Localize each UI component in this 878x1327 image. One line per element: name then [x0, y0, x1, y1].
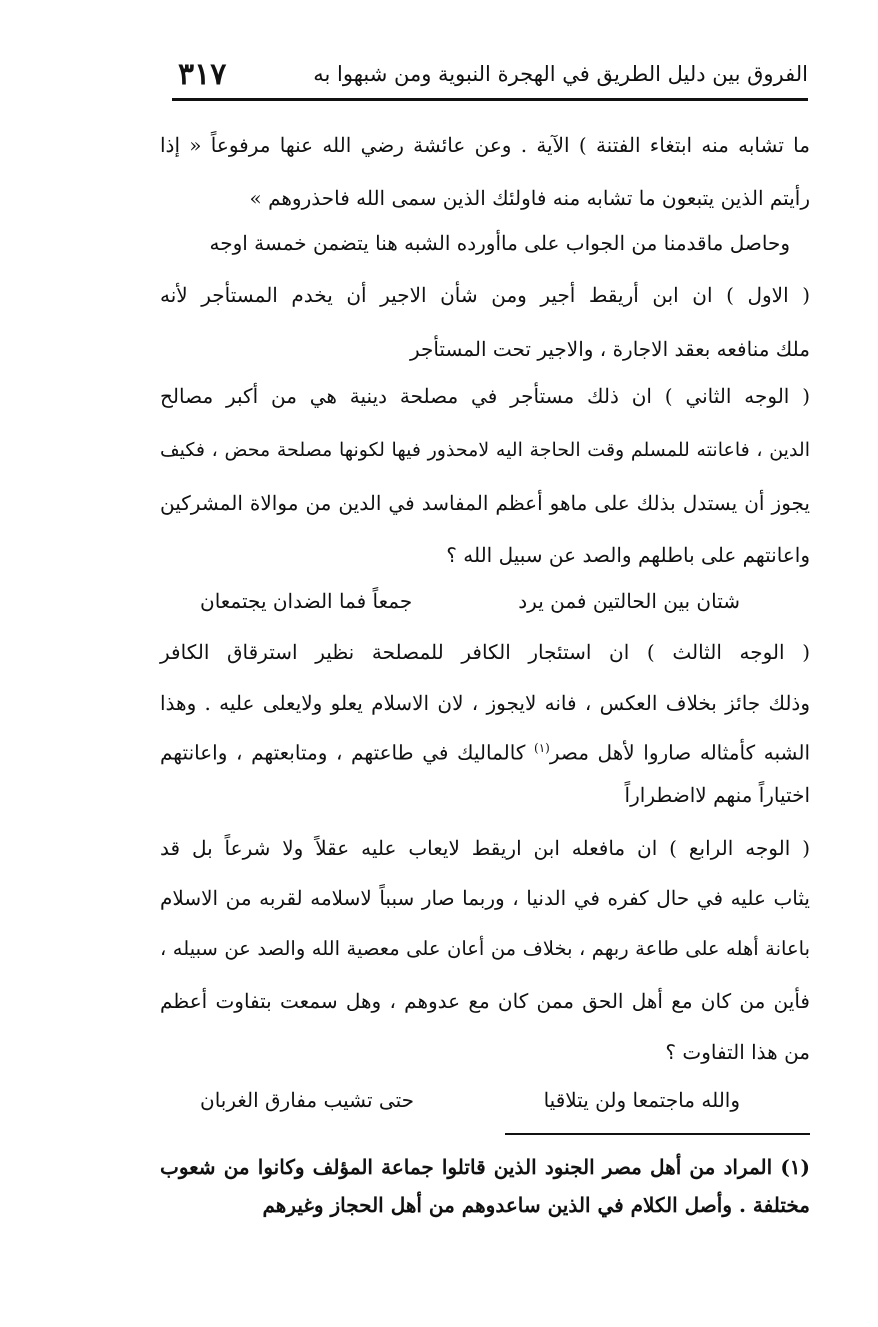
- body-line: ( الاول ) ان ابن أريقط أجير ومن شأن الاجير أن يخدم المستأجر لأنه: [160, 283, 810, 307]
- body-line: يجوز أن يستدل بذلك على ماهو أعظم المفاسد في الدين من موالاة المشركين: [160, 491, 810, 515]
- body-line-part: كالماليك في طاعتهم ، ومتابعتهم ، واعانتهم: [160, 740, 526, 765]
- body-line: ملك منافعه بعقد الاجارة ، والاجير تحت المستأجر: [409, 337, 810, 361]
- body-line: الدين ، فاعانته للمسلم وقت الحاجة اليه لامحذور فيها لكونها مصلحة محض ، فكيف: [160, 439, 810, 461]
- body-line: ( الوجه الرابع ) ان مافعله ابن اريقط لايعاب عليه عقلاً ولا شرعاً بل قد: [160, 836, 810, 860]
- body-line: وحاصل ماقدمنا من الجواب على ماأورده الشبه هنا يتضمن خمسة اوجه: [209, 231, 790, 255]
- body-line: باعانة أهله على طاعة ربهم ، بخلاف من أعان على معصية الله والصد عن سبيله ،: [160, 937, 810, 960]
- body-line: واعانتهم على باطلهم والصد عن سبيل الله ؟: [446, 543, 810, 567]
- footnote-line: مختلفة . وأصل الكلام في الذين ساعدوهم من أهل الحجاز وغيرهم: [262, 1193, 810, 1217]
- verse-2: [200, 1085, 740, 1115]
- verse-1-hemistich-2: جمعاً فما الضدان يجتمعان: [200, 589, 413, 613]
- verse-1: [200, 586, 740, 616]
- footnote-line: (١) المراد من أهل مصر الجنود الذين قاتلوا جماعة المؤلف وكانوا من شعوب: [160, 1155, 810, 1179]
- body-line: [160, 733, 810, 768]
- running-title: الفروق بين دليل الطريق في الهجرة النبوية ومن شبهوا به: [313, 62, 808, 86]
- body-line: فأين من كان مع أهل الحق ممن كان مع عدوهم ، وهل سمعت بتفاوت أعظم: [160, 989, 810, 1013]
- body-line: ( الوجه الثاني ) ان ذلك مستأجر في مصلحة دينية هي من أكبر مصالح: [160, 384, 810, 408]
- body-line: اختياراً منهم لااضطراراً: [624, 783, 810, 807]
- body-line: من هذا التفاوت ؟: [665, 1040, 810, 1064]
- verse-2-hemistich-2: حتى تشيب مفارق الغربان: [200, 1088, 415, 1112]
- running-header: [172, 52, 808, 96]
- header-rule: [172, 98, 808, 101]
- body-line: ما تشابه منه ابتغاء الفتنة ) الآية . وعن عائشة رضي الله عنها مرفوعاً « إذا: [160, 133, 810, 157]
- page-number: ٣١٧: [178, 56, 227, 92]
- body-line: وذلك جائز بخلاف العكس ، فانه لايجوز ، لان الاسلام يعلو ولايعلى عليه . وهذا: [160, 691, 810, 715]
- verse-1-hemistich-1: شتان بين الحالتين فمن يرد: [518, 589, 740, 613]
- body-line: ( الوجه الثالث ) ان استئجار الكافر للمصلحة نظير استرقاق الكافر: [160, 640, 810, 664]
- body-line-part: الشبه كأمثاله صاروا لأهل مصر: [549, 740, 810, 765]
- footnote-ref: (١): [534, 741, 550, 755]
- body-line: رأيتم الذين يتبعون ما تشابه منه فاولئك الذين سمى الله فاحذروهم »: [249, 186, 810, 210]
- footnote-rule: [505, 1133, 810, 1135]
- body-line: يثاب عليه في حال كفره في الدنيا ، وربما صار سبباً لاسلامه لقربه من الاسلام: [160, 886, 810, 910]
- verse-2-hemistich-1: والله ماجتمعا ولن يتلاقيا: [543, 1088, 740, 1112]
